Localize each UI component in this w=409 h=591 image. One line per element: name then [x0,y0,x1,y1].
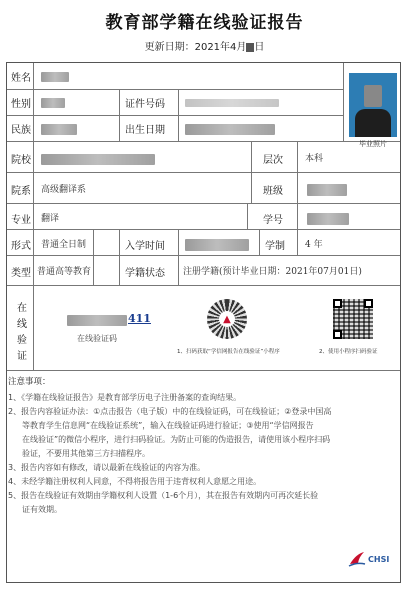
col-divider [93,229,94,285]
chsi-bird-icon [348,550,366,568]
notes-item: 等教育学生信息网“在线验证系统”，输入在线验证码进行验证；③使用“学信网报告 [22,421,314,430]
notes-item: 1、《学籍在线验证报告》是教育部学历电子注册备案的查询结果。 [8,393,242,402]
update-date-suffix: 日 [254,42,265,53]
col-divider [259,229,260,255]
department-value: 高级翻译系 [41,185,87,195]
row-divider [7,115,343,116]
level-value: 本科 [305,154,324,164]
row-divider [7,229,400,230]
status-value: 注册学籍(预计毕业日期：2021年07月01日) [183,267,362,277]
qr-finder [333,299,342,308]
gender-label: 性别 [11,99,31,110]
row-divider [7,255,400,256]
id-redacted [185,99,279,107]
col-divider [33,63,34,370]
photo-face-redacted [364,85,382,107]
verify-qr-code[interactable] [333,299,373,339]
col-divider [178,229,179,285]
department-label: 院系 [11,186,31,197]
school-redacted [41,154,155,165]
col-divider [297,203,298,229]
chsi-logo [348,550,389,568]
row-divider [7,172,400,173]
notes-heading: 注意事项： [8,377,51,387]
notes-section [8,375,388,517]
ethnicity-redacted [41,124,77,135]
update-date-prefix: 更新日期：2021年4月 [144,42,247,53]
update-date [0,38,409,53]
row-divider [7,89,343,90]
name-redacted [41,72,69,82]
col-divider [247,203,248,229]
notes-item: 证有效期。 [22,505,62,514]
class-redacted [307,184,347,196]
major-label: 专业 [11,215,31,226]
student-photo [349,73,397,137]
verify-code-caption: 在线验证码 [77,334,117,343]
col-divider [297,229,298,255]
type-value: 普通高等教育 [37,267,92,277]
row-divider [7,203,400,204]
notes-item: 验证，不要用其他第三方扫描程序。 [22,449,150,458]
row-divider [7,285,400,286]
verify-code-link[interactable]: 411 [128,312,151,325]
notes-item: 2、报告内容验证办法：①点击报告（电子版）中的在线验证码，可在线验证；②登录中国高 [8,407,332,416]
notes-item: 4、未经学籍注册权利人同意，不得将报告用于违背权利人意愿之用途。 [8,477,262,486]
birth-label: 出生日期 [125,125,165,136]
col-divider [251,141,252,203]
report-title: 教育部学籍在线验证报告 [105,13,304,33]
form-label: 形式 [11,241,31,252]
class-label: 班级 [263,186,283,197]
col-divider [343,63,344,141]
mini-program-code[interactable] [207,299,247,339]
col-divider [119,89,120,141]
major-value: 翻译 [41,214,60,224]
gender-redacted [41,98,65,108]
form-value: 普通全日制 [41,240,87,250]
qr-finder [333,330,342,339]
col-divider [297,141,298,203]
duration-label: 学制 [265,241,285,252]
level-label: 层次 [263,155,283,166]
status-label: 学籍状态 [125,268,165,279]
mini-program-caption: 1、扫码获取“学信网报告在线验证”小程序 [177,349,280,355]
notes-item: 3、报告内容如有修改，请以最新在线验证的内容为准。 [8,463,206,472]
photo-body [355,109,391,137]
ethnicity-label: 民族 [11,125,31,136]
duration-value: 4 年 [305,240,323,250]
photo-caption: 毕业照片 [359,140,387,148]
chsi-mini-logo-icon: ▲ [219,311,235,327]
birth-redacted [185,124,275,135]
student-id-label: 学号 [263,215,283,226]
type-label: 类型 [11,268,31,279]
enroll-time-label: 入学时间 [125,241,165,252]
qr-caption: 2、使用小程序扫码验证 [319,349,378,355]
student-id-redacted [307,213,349,225]
enroll-time-redacted [185,239,249,251]
school-label: 院校 [11,155,31,166]
col-divider [119,229,120,285]
verify-code-redacted [67,315,127,326]
notes-item: 5、报告在线验证有效期由学籍权利人设置（1-6个月），其在报告有效期内可再次延长验 [8,491,319,500]
qr-finder [364,299,373,308]
verify-label: 在线验证 [17,303,27,362]
row-divider [7,141,400,142]
name-label: 姓名 [11,73,31,84]
notes-item: 在线验证”的微信小程序，进行扫码验证。为防止可能的伪造报告，请使用该小程序扫码 [22,435,331,444]
id-label: 证件号码 [125,99,165,110]
col-divider [178,89,179,141]
chsi-logo-text: CHSI [368,554,390,564]
row-divider [7,370,400,371]
